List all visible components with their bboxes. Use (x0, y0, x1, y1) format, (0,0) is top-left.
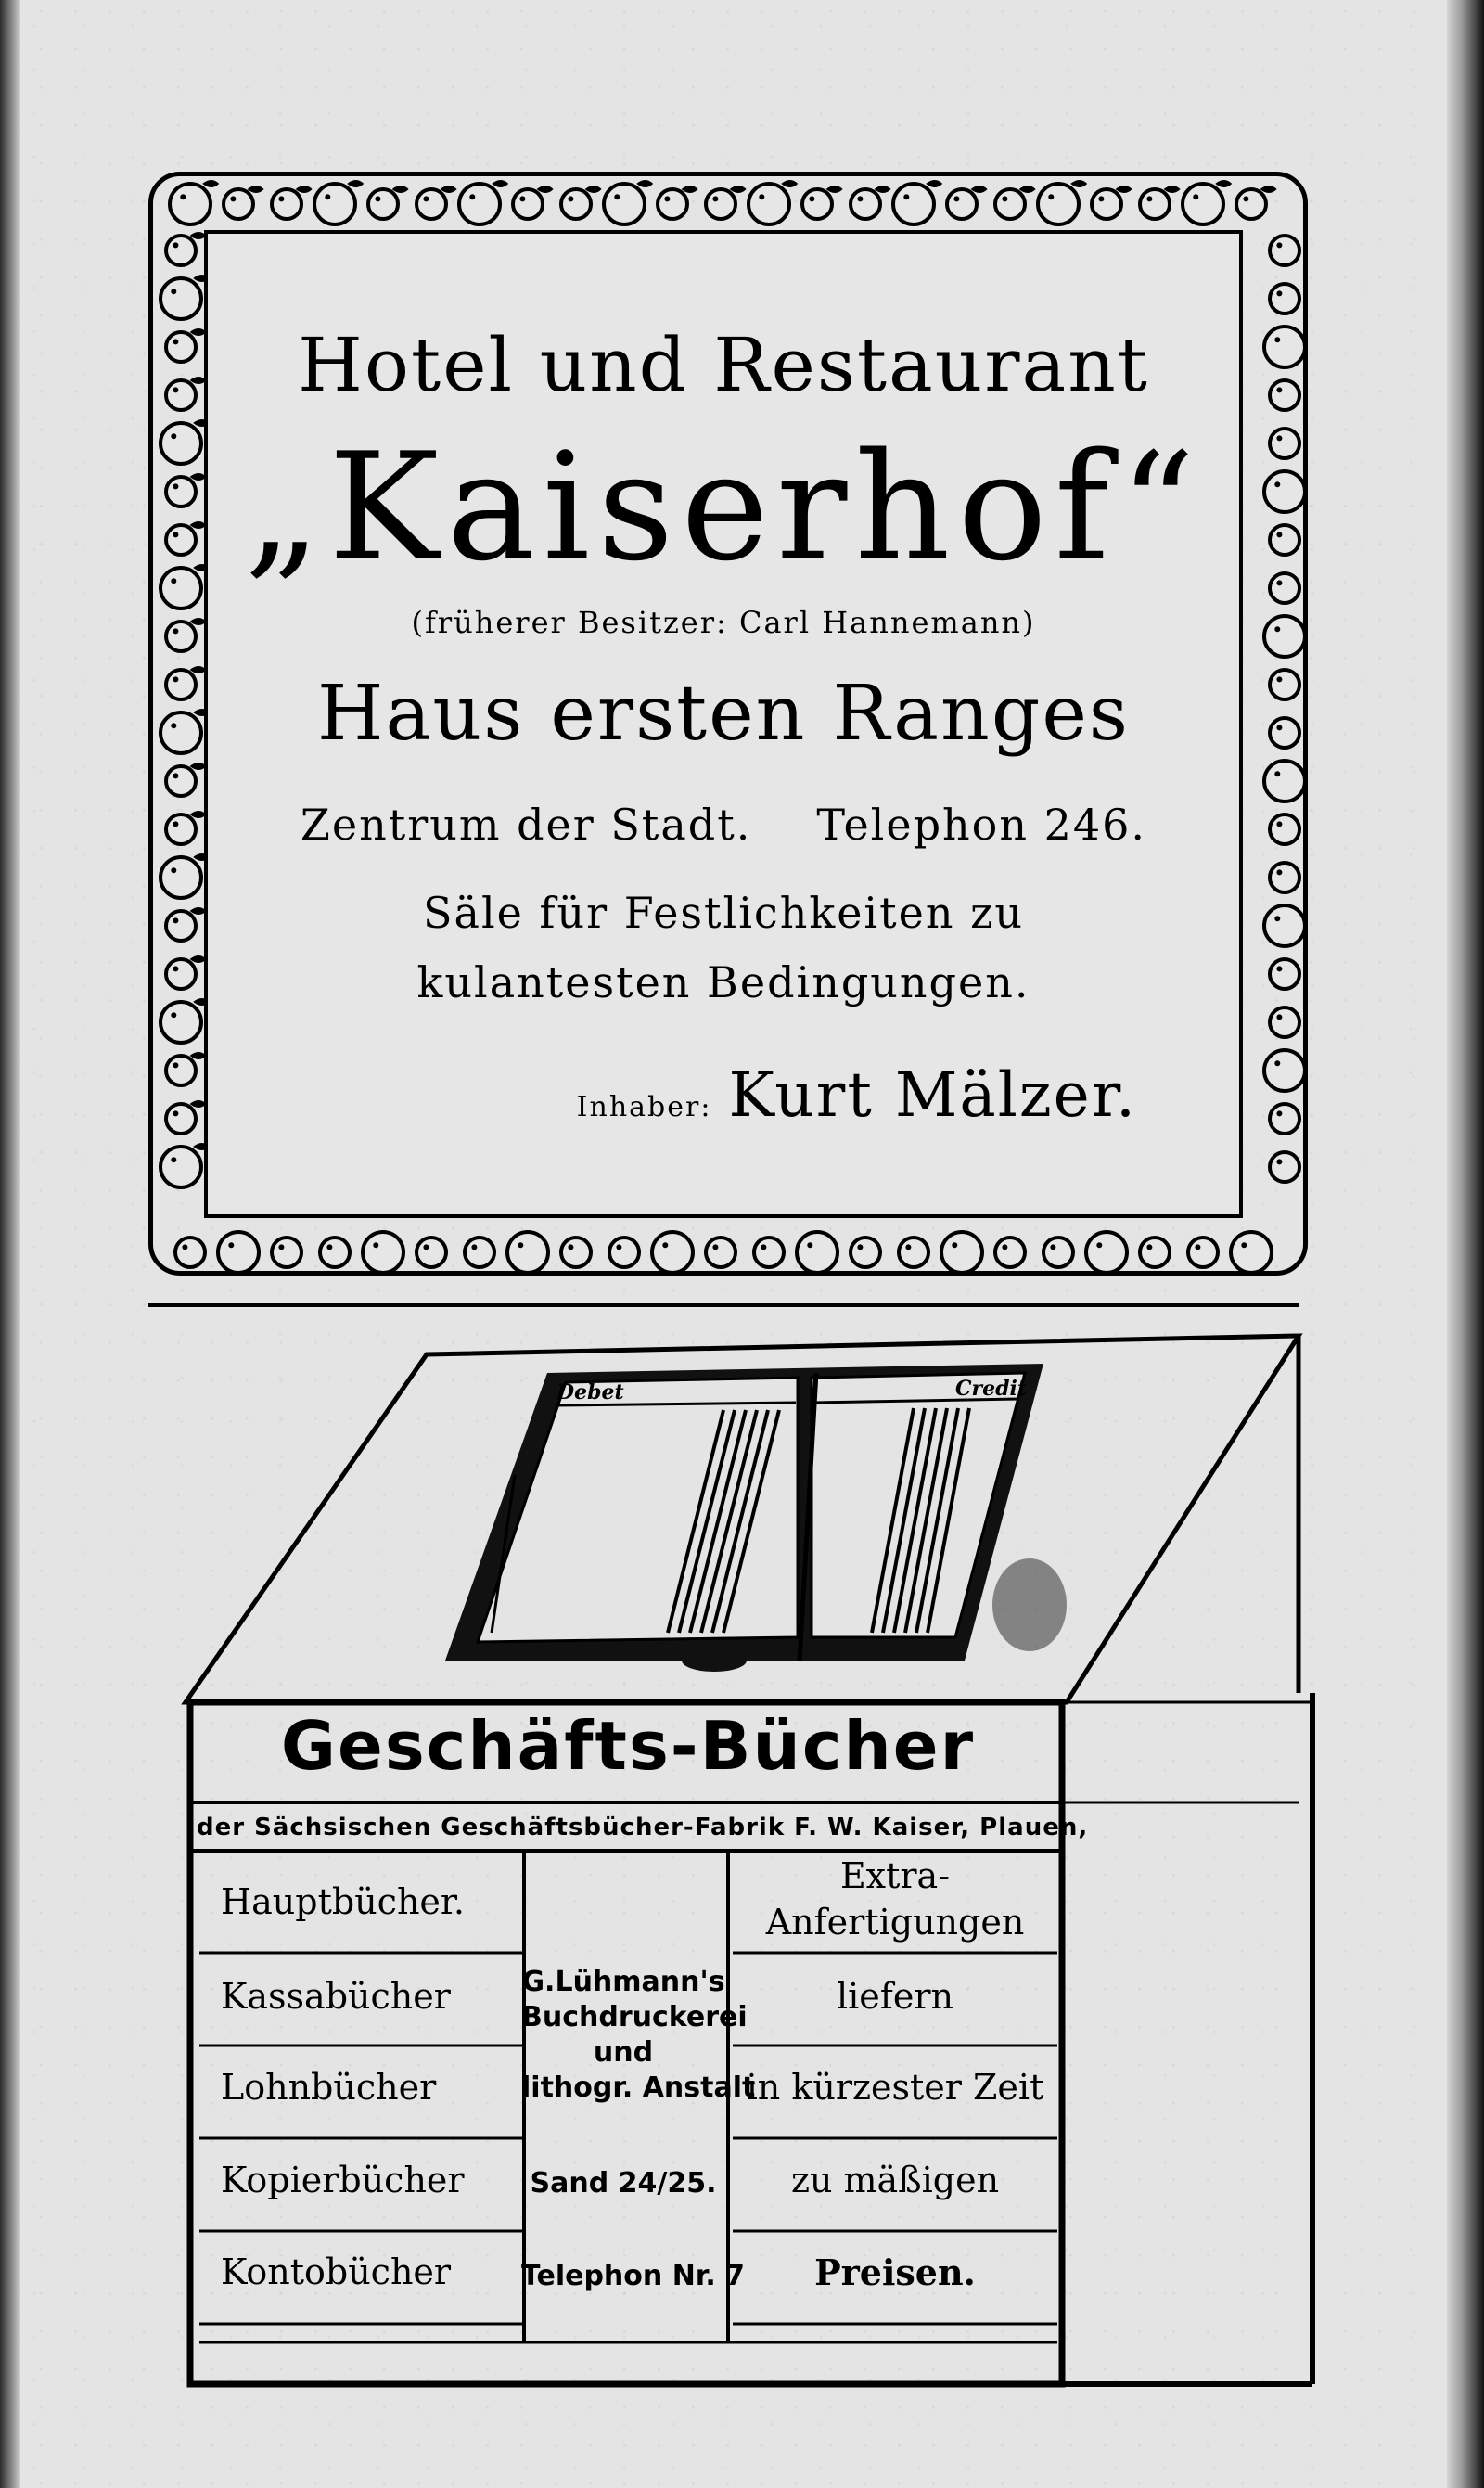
previous-owner: (früherer Besitzer: Carl Hannemann) (411, 605, 1036, 640)
book-type-kopierbuecher: Kopierbücher (221, 2160, 465, 2200)
halls-line-1: Säle für Festlichkeiten zu (423, 888, 1024, 938)
owner-label: Inhaber: (576, 1091, 712, 1123)
open-ledger-icon (445, 1364, 1067, 1672)
owner-name: Kurt Mälzer. (728, 1059, 1137, 1131)
halls-line-2: kulantesten Bedingungen. (416, 957, 1030, 1007)
printer-imprint (521, 1965, 756, 2106)
terms-liefern: liefern (837, 1976, 953, 2017)
ledger-label-debet: Debet (556, 1380, 624, 1404)
hotel-tagline: Haus ersten Ranges (317, 670, 1130, 758)
printer-and: und (593, 2036, 654, 2069)
printer-litho: lithogr. Anstalt (521, 2071, 756, 2104)
printer-address: Sand 24/25. (530, 2167, 717, 2199)
terms-extra: Extra- (839, 1855, 951, 1896)
books-subtitle: der Sächsischen Geschäftsbücher-Fabrik F. W. Kaiser, Plauen, (197, 1814, 1089, 1841)
books-title: Geschäfts-Bücher (280, 1707, 976, 1785)
terms-anfertigungen: Anfertigungen (765, 1902, 1025, 1943)
printer-trade: Buchdruckerei (521, 2001, 748, 2033)
printer-name: G.Lühmann's (521, 1966, 725, 1998)
book-type-kontobuecher: Kontobücher (221, 2251, 452, 2292)
hotel-phone: Telephon 246. (816, 800, 1147, 850)
hotel-name: „Kaiserhof“ (244, 420, 1203, 594)
location: Zentrum der Stadt. (300, 800, 752, 850)
book-type-kassabuecher: Kassabücher (221, 1976, 451, 2017)
book-type-hauptbuecher: Hauptbücher. (221, 1881, 465, 1922)
book-type-lohnbuecher: Lohnbücher (221, 2067, 437, 2108)
printer-phone: Telephon Nr. 7 (521, 2260, 746, 2292)
hotel-heading: Hotel und Restaurant (298, 322, 1149, 408)
terms-maessigen: zu mäßigen (790, 2160, 1000, 2200)
terms-kuerzester-zeit: in kürzester Zeit (746, 2067, 1044, 2108)
terms-preisen: Preisen. (814, 2251, 976, 2293)
ledger-label-credit: Credit (955, 1377, 1027, 1401)
